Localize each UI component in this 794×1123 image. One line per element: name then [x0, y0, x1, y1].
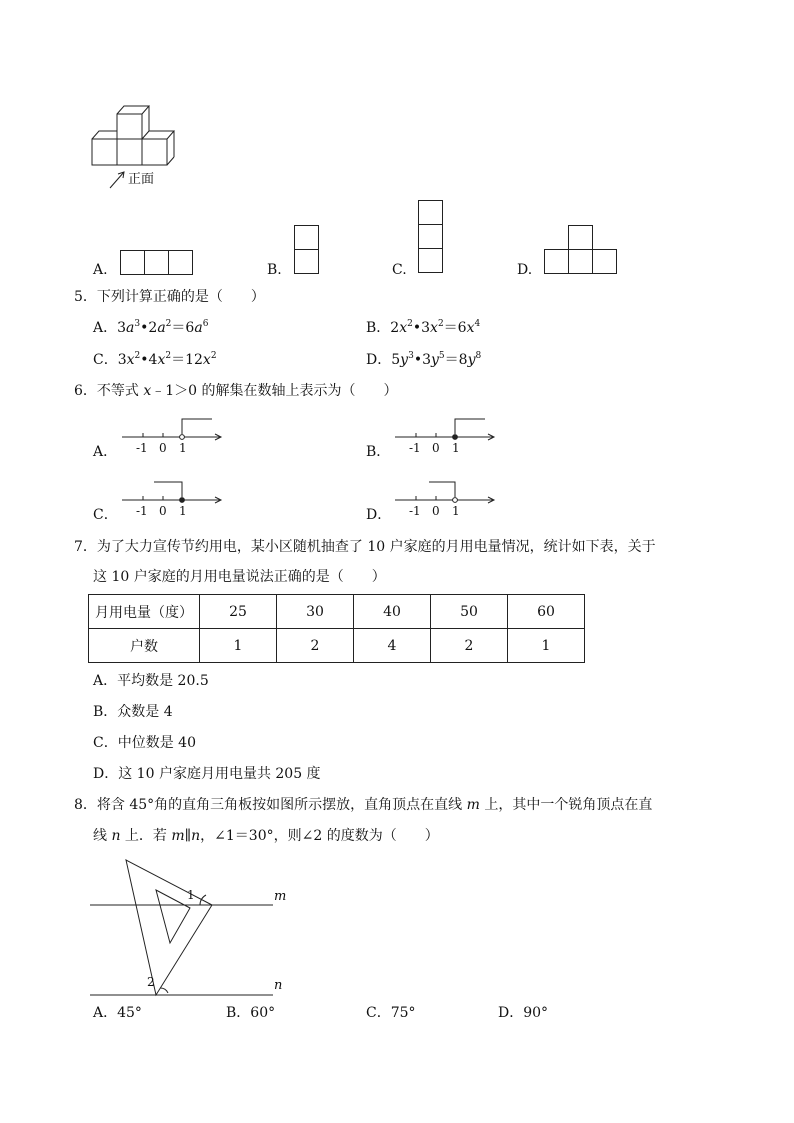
table-cell: 50 — [431, 595, 508, 629]
q4-option-d-view — [544, 225, 619, 275]
q4-option-a-view — [120, 250, 195, 276]
table-cell: 4 — [354, 629, 431, 663]
line-m-label: m — [274, 889, 287, 904]
table-cell: 40 — [354, 595, 431, 629]
q8-option-c: C．75° — [366, 1005, 416, 1021]
line-n-label: n — [274, 978, 283, 993]
q4-option-b-letter: B. — [267, 262, 282, 278]
q4-option-a-letter: A. — [93, 262, 108, 278]
electricity-table — [88, 594, 585, 663]
q4-option-c-letter: C. — [392, 262, 407, 278]
table-row — [89, 629, 585, 663]
q7-stem-line2: 这 10 户家庭的月用电量说法正确的是（ ） — [93, 569, 386, 585]
q7-option-d: D．这 10 户家庭月用电量共 205 度 — [93, 766, 321, 782]
q6-option-d-letter: D． — [366, 507, 392, 523]
table-header-cell: 月用电量（度） — [89, 595, 200, 629]
table-header-cell: 户数 — [89, 629, 200, 663]
table-cell: 25 — [200, 595, 277, 629]
q5-option-a: A．$3a^3•2a^2=6a^6$ — [93, 319, 209, 336]
front-label: 正面 — [128, 172, 155, 187]
q7-option-c: C．中位数是 40 — [93, 735, 196, 751]
q4-option-c-view — [418, 200, 444, 275]
q8-option-a: A．45° — [93, 1005, 142, 1021]
table-cell: 1 — [508, 629, 585, 663]
q5-option-b: B．$2x^2•3x^2=6x^4$ — [366, 319, 481, 336]
table-cell: 60 — [508, 595, 585, 629]
q6-stem: 6．不等式 x﹣1＞0 的解集在数轴上表示为（ ） — [74, 383, 398, 399]
q8-stem-line2: 线 n 上．若 m∥n，∠1＝30°，则∠2 的度数为（ ） — [93, 828, 439, 844]
table-cell: 2 — [277, 629, 354, 663]
table-cell: 2 — [431, 629, 508, 663]
q8-option-d: D．90° — [498, 1005, 549, 1021]
q7-option-a: A．平均数是 20.5 — [93, 673, 209, 689]
table-cell: 1 — [200, 629, 277, 663]
q5-stem: 5．下列计算正确的是（ ） — [74, 289, 265, 305]
q6-option-a-letter: A． — [93, 444, 118, 460]
table-cell: 30 — [277, 595, 354, 629]
q5-option-d: D．$5y^3•3y^5=8y^8$ — [366, 351, 482, 368]
q6-option-b-letter: B． — [366, 444, 391, 460]
q5-option-c: C．$3x^2•4x^2=12x^2$ — [93, 351, 217, 368]
q4-option-d-letter: D. — [517, 262, 533, 278]
q7-stem-line1: 7．为了大力宣传节约用电，某小区随机抽查了 10 户家庭的月用电量情况，统计如下表，关于 — [74, 539, 656, 555]
angle-1-label: 1 — [187, 888, 195, 902]
q4-option-b-view — [294, 225, 320, 275]
table-row — [89, 595, 585, 629]
q6-option-c-letter: C． — [93, 507, 118, 523]
q7-option-b: B．众数是 4 — [93, 704, 173, 720]
triangle-ruler-figure — [88, 855, 298, 1005]
q8-option-b: B．60° — [226, 1005, 276, 1021]
angle-2-label: 2 — [147, 975, 155, 989]
q8-stem-line1: 8．将含 45°角的直角三角板按如图所示摆放，直角顶点在直线 m 上，其中一个锐角顶点在直 — [74, 797, 653, 813]
